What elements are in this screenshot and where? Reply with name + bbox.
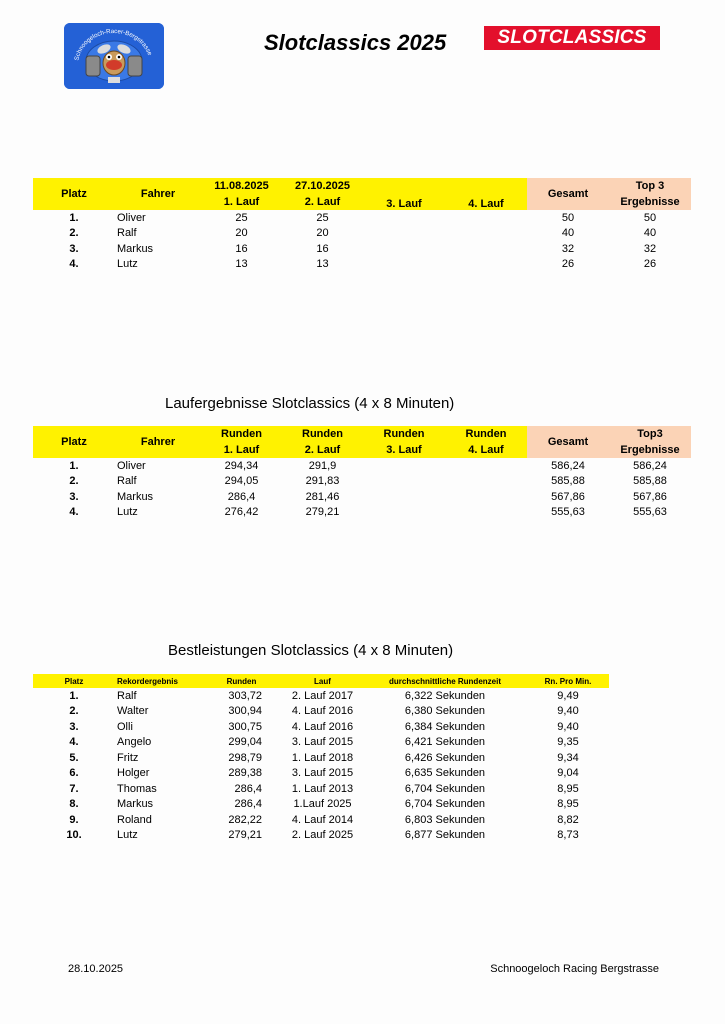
table-cell: Olli xyxy=(117,720,133,733)
table-cell: 20 xyxy=(316,227,329,240)
table-cell: 6,704 Sekunden xyxy=(404,782,486,795)
table-cell: 40 xyxy=(561,227,575,240)
col-platz: Platz xyxy=(33,674,115,688)
table-cell: 291,83 xyxy=(305,475,340,488)
table-cell: Walter xyxy=(117,705,149,718)
table-cell: 5. xyxy=(69,751,79,764)
table-row xyxy=(33,735,609,751)
table-cell: 4. Lauf 2016 xyxy=(291,705,354,718)
table-cell: 1. xyxy=(69,211,79,224)
table-row xyxy=(33,241,691,257)
table-cell: 555,63 xyxy=(551,506,585,519)
col-top3-line1: Top 3 xyxy=(609,178,691,194)
table-cell xyxy=(445,210,527,226)
table-cell: 1.Lauf 2025 xyxy=(293,798,352,811)
table-cell: Markus xyxy=(117,490,154,503)
table-cell xyxy=(445,474,527,490)
table-cell xyxy=(445,505,527,521)
col-lauf2-date: 27.10.2025 xyxy=(282,178,363,194)
club-logo-image xyxy=(64,23,164,89)
table-cell: 567,86 xyxy=(551,490,585,503)
table-cell: 585,88 xyxy=(633,475,667,488)
table-cell: 286,4 xyxy=(234,798,262,811)
table-row xyxy=(33,750,609,766)
footer-date: 28.10.2025 xyxy=(68,963,124,975)
table-cell: 26 xyxy=(643,258,657,271)
col-gesamt: Gesamt xyxy=(527,426,609,458)
standings-table xyxy=(33,178,691,272)
table-cell: 13 xyxy=(316,258,329,271)
table-cell: 279,21 xyxy=(305,506,340,519)
table-cell: 300,94 xyxy=(228,705,262,718)
col-lauf1-date: 11.08.2025 xyxy=(201,178,282,194)
col-lauf4: 4. Lauf xyxy=(445,178,527,210)
table-cell: 13 xyxy=(235,258,248,271)
club-logo-text: Schnoogeloch-Racer-Bergstrasse xyxy=(73,27,154,62)
table-row xyxy=(33,474,691,490)
table-cell: 298,79 xyxy=(228,751,262,764)
table-row xyxy=(33,704,609,720)
table-cell: 3. xyxy=(69,242,79,255)
table-cell: 289,38 xyxy=(228,767,262,780)
col-lauf2: 2. Lauf xyxy=(282,194,363,210)
table-cell: 2. xyxy=(69,475,79,488)
records-body xyxy=(33,688,609,843)
table-cell xyxy=(363,210,445,226)
table-cell: Fritz xyxy=(117,751,139,764)
table-cell: 3. xyxy=(69,490,79,503)
table-cell: Lutz xyxy=(117,258,138,271)
table-cell: 25 xyxy=(316,211,329,224)
table-cell: 9,40 xyxy=(557,705,579,718)
table-cell: 20 xyxy=(235,227,248,240)
table-row xyxy=(33,458,691,474)
table-cell xyxy=(363,226,445,242)
table-cell: 4. xyxy=(69,258,79,271)
table-cell: 294,05 xyxy=(224,475,259,488)
table-cell: Oliver xyxy=(117,211,146,224)
col-runden: Runden xyxy=(201,674,282,688)
table-row xyxy=(33,719,609,735)
table-cell xyxy=(363,489,445,505)
table-cell xyxy=(445,226,527,242)
table-row xyxy=(33,766,609,782)
table-cell: 1. Lauf 2013 xyxy=(291,782,354,795)
table-cell: 2. Lauf 2025 xyxy=(291,829,354,842)
footer-org: Schnoogeloch Racing Bergstrasse xyxy=(490,963,659,975)
table-cell: 32 xyxy=(643,242,657,255)
table-cell: 1. xyxy=(69,459,79,472)
table-cell xyxy=(363,505,445,521)
table-cell: 8,82 xyxy=(557,813,579,826)
col-top3-line2: Ergebnisse xyxy=(609,442,691,458)
table-cell: Lutz xyxy=(117,506,138,519)
table-cell: 7. xyxy=(69,782,79,795)
table-row xyxy=(33,505,691,521)
brand-logo: SLOTCLASSICS xyxy=(484,26,660,50)
table-cell: Angelo xyxy=(117,736,152,749)
table-cell: Ralf xyxy=(117,475,137,488)
table-cell: 40 xyxy=(643,227,657,240)
table-cell xyxy=(363,474,445,490)
table-cell: 8,95 xyxy=(557,782,579,795)
table-cell: 2. xyxy=(69,227,79,240)
table-cell: 299,04 xyxy=(228,736,262,749)
table-cell: 291,9 xyxy=(308,459,337,472)
table-cell: Roland xyxy=(117,813,152,826)
col-rekord: Rekordergebnis xyxy=(115,674,201,688)
table-cell xyxy=(445,257,527,273)
table-cell: 3. Lauf 2015 xyxy=(291,736,354,749)
laps-title: Laufergebnisse Slotclassics (4 x 8 Minuten) xyxy=(165,395,455,412)
table-cell: 6,421 Sekunden xyxy=(404,736,486,749)
table-cell: 3. Lauf 2015 xyxy=(291,767,354,780)
table-cell: 3. xyxy=(69,720,79,733)
table-row xyxy=(33,781,609,797)
table-cell: 26 xyxy=(561,258,575,271)
col-lauf1: 1. Lauf xyxy=(201,442,282,458)
table-cell: 8,95 xyxy=(557,798,579,811)
table-cell: 1. xyxy=(69,689,79,702)
col-zeit: durchschnittliche Rundenzeit xyxy=(363,674,527,688)
table-row xyxy=(33,489,691,505)
col-runden-3: Runden xyxy=(363,426,445,442)
table-cell: 4. xyxy=(69,736,79,749)
table-cell: 6,384 Sekunden xyxy=(404,720,486,733)
table-cell: 585,88 xyxy=(551,475,585,488)
table-cell: 9. xyxy=(69,813,79,826)
col-runden-2: Runden xyxy=(282,426,363,442)
table-cell: Lutz xyxy=(117,829,138,842)
table-cell: 4. Lauf 2016 xyxy=(291,720,354,733)
laps-table xyxy=(33,426,691,520)
table-cell: 1. Lauf 2018 xyxy=(291,751,354,764)
col-lauf1: 1. Lauf xyxy=(201,194,282,210)
club-logo xyxy=(64,23,164,89)
col-runden-4: Runden xyxy=(445,426,527,442)
table-cell: 6. xyxy=(69,767,79,780)
table-cell xyxy=(363,458,445,474)
col-lauf3: 3. Lauf xyxy=(363,178,445,210)
table-row xyxy=(33,226,691,242)
table-cell: 6,322 Sekunden xyxy=(404,689,486,702)
table-cell xyxy=(445,241,527,257)
col-gesamt: Gesamt xyxy=(527,178,609,210)
table-cell: 6,803 Sekunden xyxy=(404,813,486,826)
table-cell: 286,4 xyxy=(234,782,262,795)
col-platz: Platz xyxy=(33,178,115,210)
col-top3-line2: Ergebnisse xyxy=(609,194,691,210)
table-row xyxy=(33,257,691,273)
table-cell: 6,877 Sekunden xyxy=(404,829,486,842)
table-cell: 32 xyxy=(561,242,575,255)
col-rpm: Rn. Pro Min. xyxy=(527,674,609,688)
table-cell: 50 xyxy=(643,211,657,224)
table-cell: 555,63 xyxy=(633,506,667,519)
table-cell xyxy=(445,458,527,474)
standings-body xyxy=(33,210,691,272)
table-cell: 2. Lauf 2017 xyxy=(291,689,354,702)
table-cell: 286,4 xyxy=(227,490,256,503)
table-cell: 294,34 xyxy=(224,459,259,472)
table-cell: 586,24 xyxy=(633,459,667,472)
table-cell xyxy=(363,241,445,257)
table-cell: 586,24 xyxy=(551,459,585,472)
page-title: Slotclassics 2025 xyxy=(264,30,447,55)
table-cell xyxy=(445,489,527,505)
table-row xyxy=(33,797,609,813)
table-cell: 6,426 Sekunden xyxy=(404,751,486,764)
table-cell: 276,42 xyxy=(224,506,259,519)
table-cell: Markus xyxy=(117,242,154,255)
table-cell: 8,73 xyxy=(557,829,579,842)
table-cell: Ralf xyxy=(117,689,137,702)
col-lauf4: 4. Lauf xyxy=(445,442,527,458)
table-cell: Ralf xyxy=(117,227,137,240)
table-cell: 6,380 Sekunden xyxy=(404,705,486,718)
table-cell: 282,22 xyxy=(228,813,262,826)
table-cell: Thomas xyxy=(117,782,157,795)
table-cell: Oliver xyxy=(117,459,146,472)
col-lauf2: 2. Lauf xyxy=(282,442,363,458)
table-cell: 50 xyxy=(561,211,575,224)
laps-body xyxy=(33,458,691,520)
table-cell: 567,86 xyxy=(633,490,667,503)
table-cell: 303,72 xyxy=(228,689,262,702)
col-platz: Platz xyxy=(33,426,115,458)
records-title: Bestleistungen Slotclassics (4 x 8 Minuten) xyxy=(168,642,454,659)
table-cell: Markus xyxy=(117,798,154,811)
col-top3-line1: Top3 xyxy=(609,426,691,442)
col-fahrer: Fahrer xyxy=(115,178,201,210)
col-runden-1: Runden xyxy=(201,426,282,442)
table-row xyxy=(33,688,609,704)
table-cell: 8. xyxy=(69,798,79,811)
table-cell: 279,21 xyxy=(228,829,262,842)
table-cell: 16 xyxy=(316,242,329,255)
table-cell: 9,34 xyxy=(557,751,579,764)
col-lauf3: 3. Lauf xyxy=(363,442,445,458)
table-cell: 9,35 xyxy=(557,736,579,749)
table-cell: 300,75 xyxy=(228,720,262,733)
table-cell: 10. xyxy=(66,829,82,842)
table-cell: 6,635 Sekunden xyxy=(404,767,486,780)
table-cell: 4. Lauf 2014 xyxy=(291,813,354,826)
table-cell: 281,46 xyxy=(305,490,340,503)
table-cell: Holger xyxy=(117,767,150,780)
table-cell: 2. xyxy=(69,705,79,718)
col-lauf: Lauf xyxy=(282,674,363,688)
table-row xyxy=(33,812,609,828)
table-cell: 4. xyxy=(69,506,79,519)
table-cell: 9,40 xyxy=(557,720,579,733)
table-cell: 16 xyxy=(235,242,248,255)
table-cell: 9,04 xyxy=(557,767,579,780)
table-cell xyxy=(363,257,445,273)
col-fahrer: Fahrer xyxy=(115,426,201,458)
table-cell: 25 xyxy=(235,211,248,224)
table-cell: 9,49 xyxy=(557,689,579,702)
table-row xyxy=(33,828,609,844)
records-table xyxy=(33,674,609,843)
table-row xyxy=(33,210,691,226)
table-cell: 6,704 Sekunden xyxy=(404,798,486,811)
